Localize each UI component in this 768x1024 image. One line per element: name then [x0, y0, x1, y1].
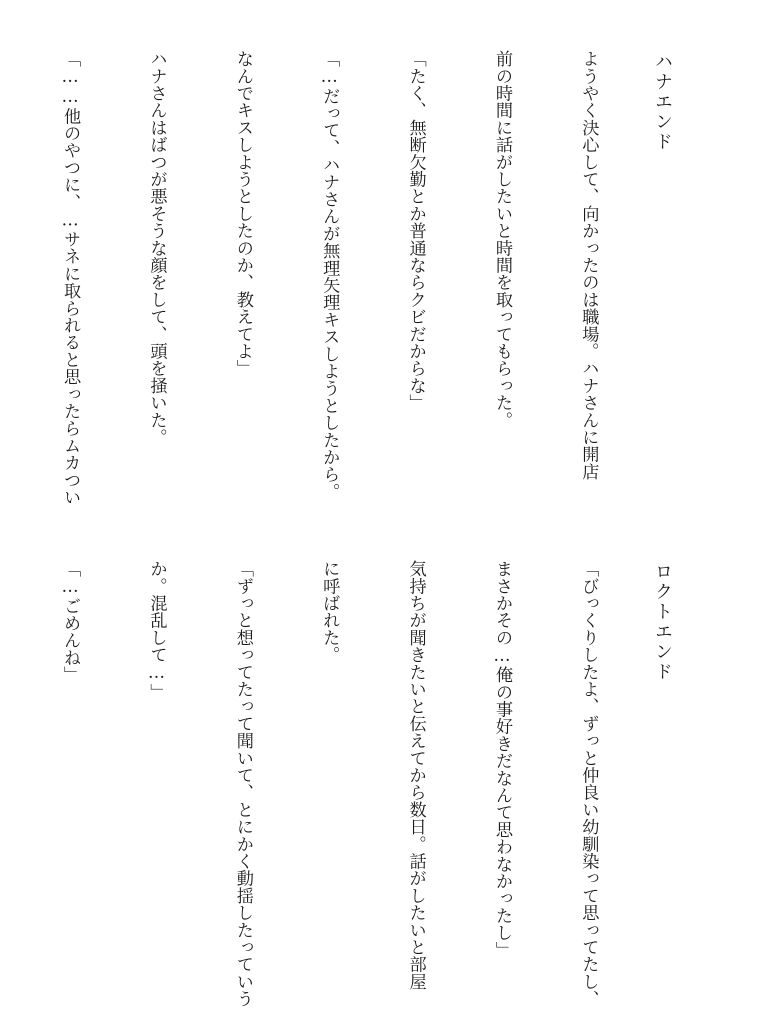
text-line: まさかその…俺の事好きだなんて思わなかったし」	[492, 560, 513, 959]
text-line: 「…ごめんね」	[60, 560, 81, 684]
section-title-hana-end: ハナエンド	[652, 52, 673, 152]
text-line: 前の時間に話がしたいと時間を取ってもらった。	[492, 50, 513, 429]
section-body-hana-end	[60, 50, 660, 506]
text-line: 気持ちが聞きたいと伝えてから数日。話がしたいと部屋	[405, 560, 426, 990]
text-line: 「ずっと想ってたって聞いて、とにかく動揺したっていう	[232, 560, 253, 1008]
text-line: ようやく決心して、向かったのは職場。ハナさんに開店	[578, 50, 599, 480]
text-line: 「たく、無断欠勤とか普通ならクビだからな」	[405, 50, 426, 412]
text-line: か。混乱して…」	[146, 560, 167, 701]
section-title-rokuto-end: ロクトエンド	[652, 562, 673, 682]
text-line: 「……他のやつに、…サネに取られると思ったらムカつい	[60, 50, 81, 506]
text-line: 「…だって、ハナさんが無理矢理キスしようとしたから。	[319, 50, 340, 500]
text-line: なんでキスしようとしたのか、教えてよ」	[232, 50, 253, 377]
text-line: ハナさんはばつが悪そうな顔をして、頭を掻いた。	[146, 50, 167, 446]
text-line: 「びっくりしたよ、ずっと仲良い幼馴染って思ってたし、	[578, 560, 599, 1008]
section-body-rokuto-end	[60, 560, 660, 1012]
text-line: に呼ばれた。	[319, 560, 340, 664]
